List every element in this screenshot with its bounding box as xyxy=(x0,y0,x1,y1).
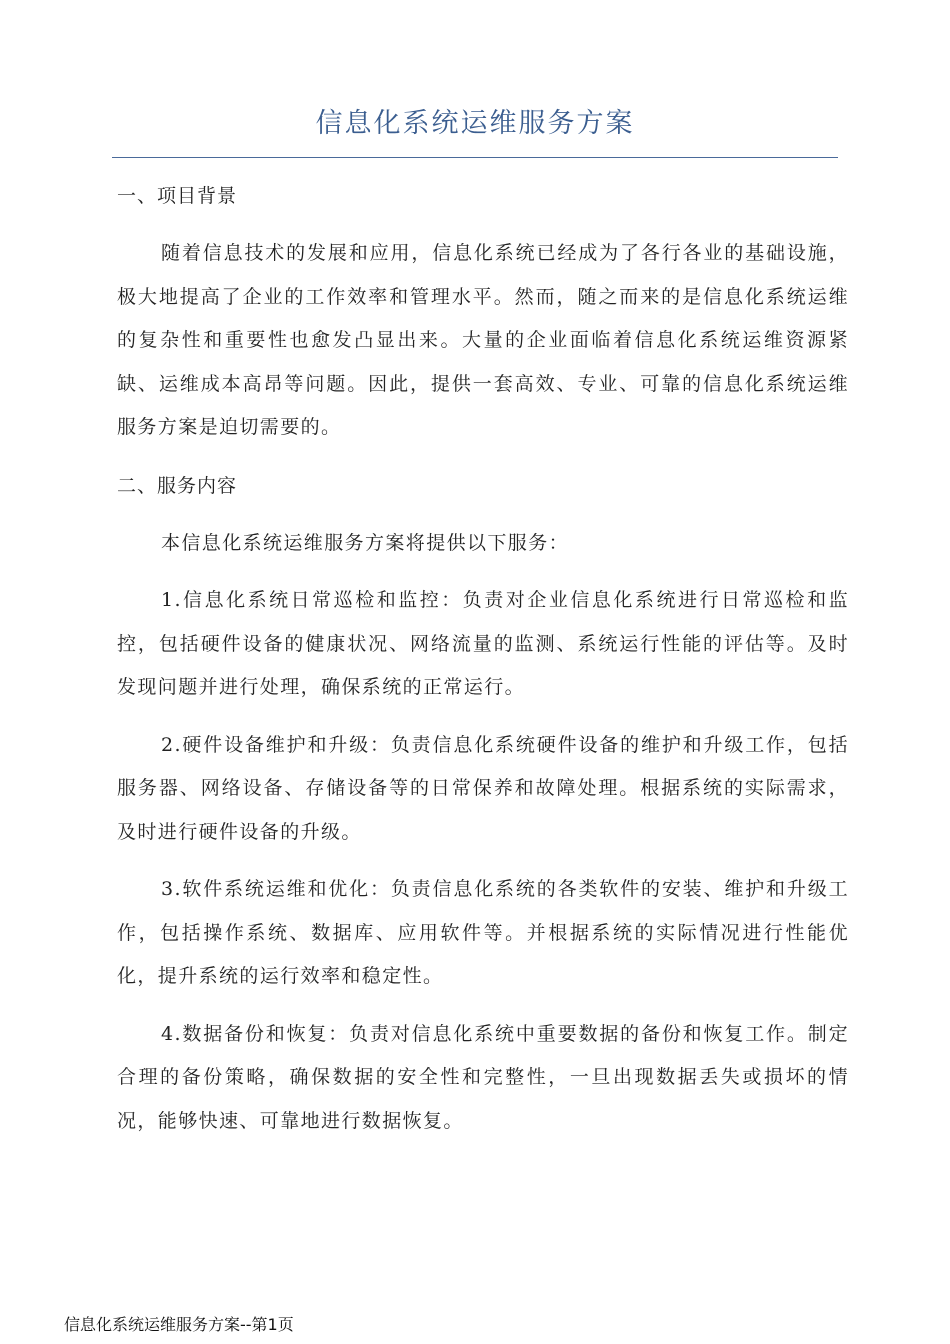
section-heading: 二、服务内容 xyxy=(117,474,238,497)
paragraph: 1.信息化系统日常巡检和监控：负责对企业信息化系统进行日常巡检和监控，包括硬件设备的健康状况、网络流量的监测、系统运行性能的评估等。及时发现问题并进行处理，确保系统的正常运行。 xyxy=(117,589,849,698)
section-heading: 一、项目背景 xyxy=(117,185,238,207)
paragraph: 本信息化系统运维服务方案将提供以下服务： xyxy=(161,531,570,554)
title-divider xyxy=(112,157,838,158)
document-title: 信息化系统运维服务方案 xyxy=(315,108,635,139)
paragraph: 4.数据备份和恢复：负责对信息化系统中重要数据的备份和恢复工作。制定合理的备份策略，确保数据的安全性和完整性，一旦出现数据丢失或损坏的情况，能够快速、可靠地进行数据恢复。 xyxy=(117,1022,849,1132)
paragraph: 2.硬件设备维护和升级：负责信息化系统硬件设备的维护和升级工作，包括服务器、网络设备、存储设备等的日常保养和故障处理。根据系统的实际需求，及时进行硬件设备的升级。 xyxy=(117,733,849,843)
document-body xyxy=(117,174,849,1157)
paragraph: 随着信息技术的发展和应用，信息化系统已经成为了各行各业的基础设施，极大地提高了企业的工作效率和管理水平。然而，随之而来的是信息化系统运维的复杂性和重要性也愈发凸显出来。大量的企业面临着信息化系统运维资源紧缺、运维成本高昂等问题。因此，提供一套高效、专业、可靠的信息化系统运维服务方案是迫切需要的。 xyxy=(117,242,849,438)
section-project-background xyxy=(117,174,849,450)
section-service-content xyxy=(117,464,849,1144)
paragraph: 3.软件系统运维和优化：负责信息化系统的各类软件的安装、维护和升级工作，包括操作系统、数据库、应用软件等。并根据系统的实际情况进行性能优化，提升系统的运行效率和稳定性。 xyxy=(117,878,849,987)
page-footer: 信息化系统运维服务方案--第1页 xyxy=(64,1315,294,1334)
